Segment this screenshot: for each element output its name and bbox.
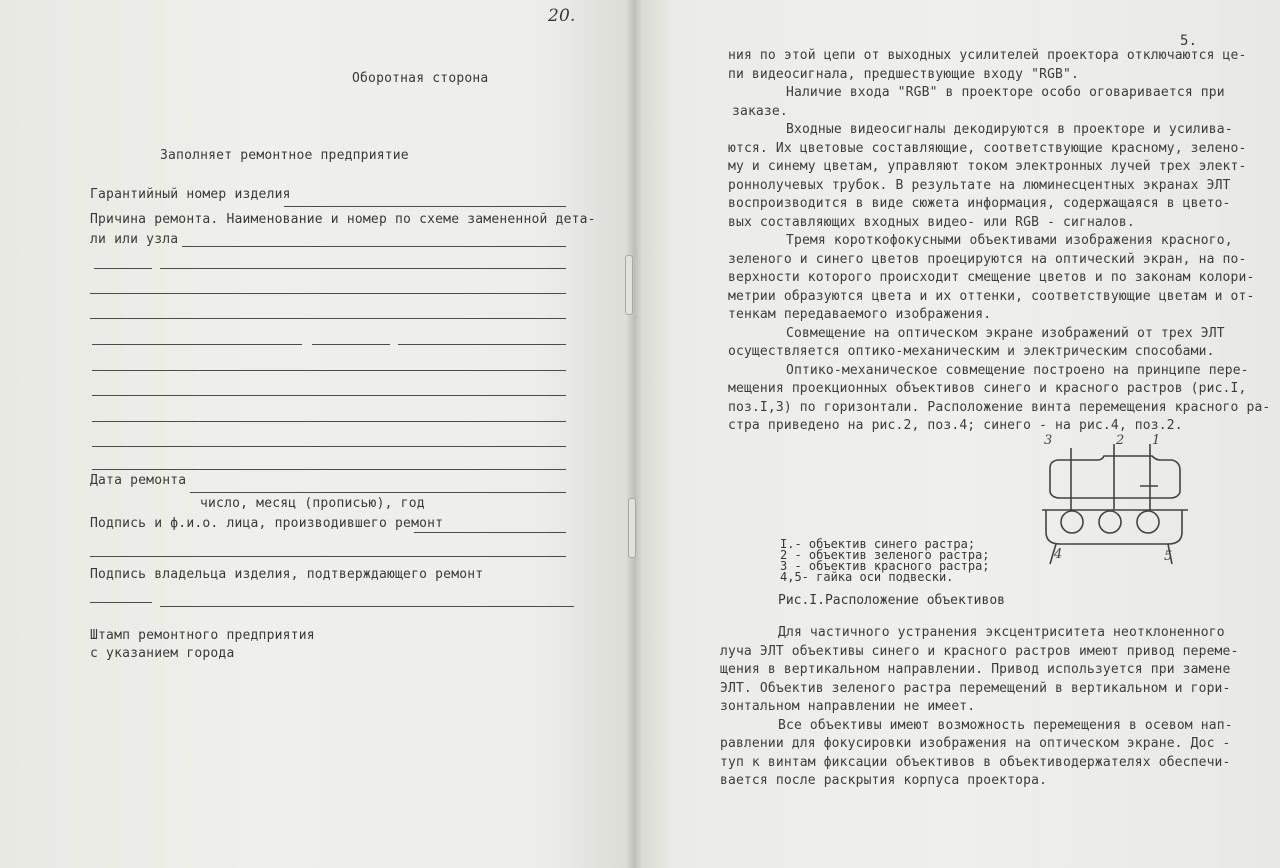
body-text-block-2 xyxy=(720,624,1239,791)
diagram-label-3: 3 xyxy=(1044,433,1053,448)
owner-signature-label: Подпись владельца изделия, подтверждающего ремонт xyxy=(90,567,484,582)
repairer-name-line xyxy=(90,556,566,557)
text-line: роннолучевых трубок. В результате на люминесцентных экранах ЭЛТ xyxy=(728,177,1231,193)
repair-reason-line xyxy=(182,246,566,247)
form-line xyxy=(94,268,152,269)
form-line xyxy=(312,344,390,345)
legend-item: 3 - объектив красного растра; xyxy=(780,559,990,573)
warranty-number-line xyxy=(284,206,566,207)
text-line: Наличие входа "RGB" в проекторе особо оговаривается при xyxy=(786,85,1225,100)
text-line: туп к винтам фиксации объективов в объективодержателях обеспечи- xyxy=(720,754,1231,770)
legend-item: 4,5- гайка оси подвески. xyxy=(780,570,954,584)
lens-holder-body xyxy=(1050,456,1180,498)
form-line xyxy=(398,344,566,345)
lens-red xyxy=(1137,511,1159,533)
text-line: Тремя короткофокусными объективами изображения красного, xyxy=(786,233,1233,248)
form-line xyxy=(90,293,566,294)
form-line xyxy=(92,469,566,470)
text-line: Входные видеосигналы декодируются в проекторе и усилива- xyxy=(786,122,1233,137)
figure-legend xyxy=(780,538,990,582)
owner-signature-line xyxy=(160,606,574,607)
repair-reason-label-2: ли или узла xyxy=(90,232,179,247)
text-line: воспроизводится в виде сюжета информация, содержащаяся в цвето- xyxy=(728,196,1231,211)
left-page xyxy=(0,0,634,868)
text-line: Все объективы имеют возможность перемещения в осевом нап- xyxy=(778,717,1233,733)
text-line: Для частичного устранения эксцентриситета неотклоненного xyxy=(778,625,1225,640)
body-text-block-1 xyxy=(728,47,1271,436)
lens-layout-svg xyxy=(1040,428,1200,576)
text-line: ЭЛТ. Объектив зеленого растра перемещений в вертикальном и гори- xyxy=(720,680,1231,696)
stamp-label-2: с указанием города xyxy=(90,646,235,661)
date-hint: число, месяц (прописью), год xyxy=(200,496,425,511)
book-gutter xyxy=(626,0,642,868)
form-line xyxy=(92,421,566,422)
text-line: му и синему цветам, управляют током электронных лучей трех элект- xyxy=(728,159,1247,174)
form-line xyxy=(160,268,566,269)
text-line: пи видеосигнала, предшествующие входу "RGB". xyxy=(728,66,1079,82)
text-line: зонтальном направлении не имеет. xyxy=(720,699,976,714)
legend-item: 2 - объектив зеленого растра; xyxy=(780,548,990,562)
repairer-signature-line xyxy=(414,532,566,533)
legend-item: I.- объектив синего растра; xyxy=(780,537,976,551)
repair-date-label: Дата ремонта xyxy=(90,473,187,488)
text-line: тенкам передаваемого изображения. xyxy=(728,307,992,322)
diagram-label-4: 4 xyxy=(1054,547,1063,562)
text-line: осуществляется оптико-механическим и электрическим способами. xyxy=(728,344,1215,359)
text-line: метрии образуются цвета и их оттенки, соответствующие цветам и от- xyxy=(728,288,1255,304)
repair-reason-label-1: Причина ремонта. Наименование и номер по схеме замененной дета- xyxy=(90,212,596,227)
repair-date-line xyxy=(190,492,566,493)
text-line: поз.I,3) по горизонтали. Расположение винта перемещения красного ра- xyxy=(728,399,1271,415)
text-line: верхности которого происходит смещение цветов и по законам колори- xyxy=(728,270,1255,285)
form-line xyxy=(92,446,566,447)
text-line: равлении для фокусировки изображения на оптическом экране. Дос - xyxy=(720,736,1231,751)
text-line: луча ЭЛТ объективы синего и красного растров имеют привод переме- xyxy=(720,643,1239,659)
form-line xyxy=(92,395,566,396)
form-line xyxy=(92,344,302,345)
text-line: вается после раскрытия корпуса проектора. xyxy=(720,773,1048,788)
lens-green xyxy=(1099,511,1121,533)
warranty-number-label: Гарантийный номер изделия xyxy=(90,187,291,202)
text-line: Совмещение на оптическом экране изображений от трех ЭЛТ xyxy=(786,325,1225,341)
figure-caption: Рис.I.Расположение объективов xyxy=(778,593,1005,608)
text-line: вых составляющих входных видео- или RGB - сигналов. xyxy=(728,214,1135,230)
staple xyxy=(628,498,636,558)
text-line: щения в вертикальном направлении. Привод используется при замене xyxy=(720,662,1231,677)
staple xyxy=(625,255,633,315)
lens-carriage xyxy=(1046,510,1182,544)
page-number-left: 20. xyxy=(548,6,576,26)
page-title: Оборотная сторона xyxy=(352,71,489,86)
text-line: зеленого и синего цветов проецируются на оптический экран, на по- xyxy=(728,251,1247,267)
form-subtitle: Заполняет ремонтное предприятие xyxy=(160,148,409,163)
text-line: Оптико-механическое совмещение построено на принципе пере- xyxy=(786,362,1249,378)
diagram-label-2: 2 xyxy=(1116,433,1125,448)
lens-layout-diagram xyxy=(1040,428,1200,580)
form-line xyxy=(90,318,566,319)
text-line: мещения проекционных объективов синего и красного растров (рис.I, xyxy=(728,381,1247,396)
text-line: заказе. xyxy=(732,103,788,119)
lens-blue xyxy=(1061,511,1083,533)
form-line xyxy=(92,370,566,371)
repairer-signature-label: Подпись и ф.и.о. лица, производившего ремонт xyxy=(90,516,444,531)
page-number-right: 5. xyxy=(1180,33,1198,49)
owner-signature-line xyxy=(90,602,152,603)
text-line: стра приведено на рис.2, поз.4; синего - на рис.4, поз.2. xyxy=(728,418,1183,433)
text-line: ния по этой цепи от выходных усилителей проектора отключаются це- xyxy=(728,48,1247,63)
diagram-label-1: 1 xyxy=(1152,433,1161,448)
diagram-label-5: 5 xyxy=(1164,549,1173,564)
stamp-label-1: Штамп ремонтного предприятия xyxy=(90,628,315,643)
text-line: ются. Их цветовые составляющие, соответствующие красному, зелено- xyxy=(728,140,1247,156)
